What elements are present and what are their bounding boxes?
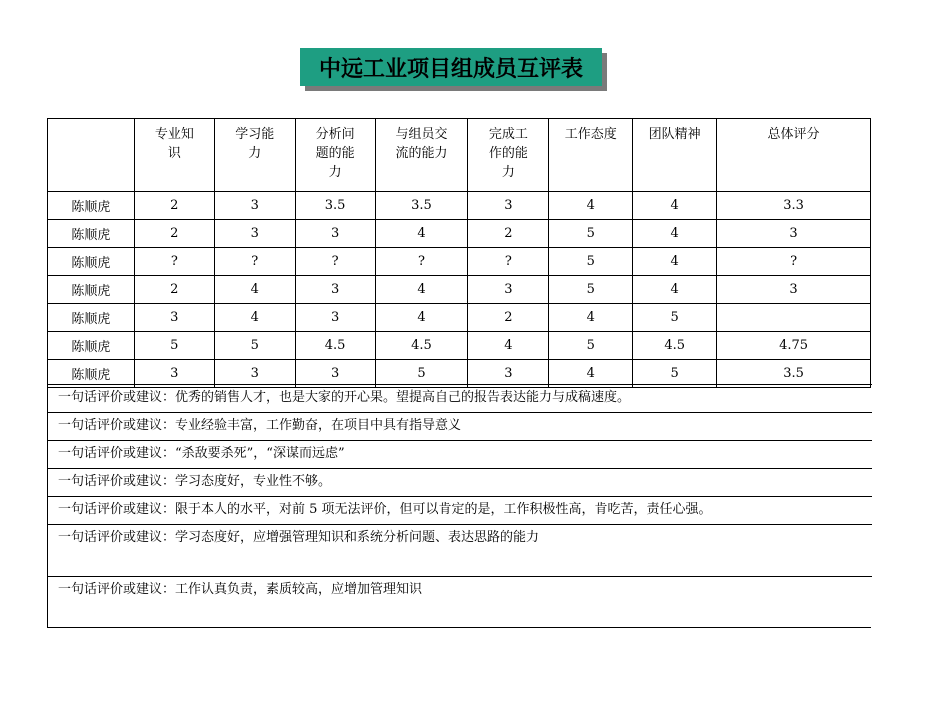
member-name: 陈顺虎	[48, 192, 135, 220]
score-cell: 5	[549, 276, 633, 304]
member-name: 陈顺虎	[48, 220, 135, 248]
score-cell: 3	[468, 360, 549, 388]
header-cell: 专业知 识	[134, 119, 214, 192]
score-cell: 5	[549, 332, 633, 360]
score-cell: ?	[717, 248, 871, 276]
score-cell: 3.5	[717, 360, 871, 388]
score-cell: 4	[214, 304, 295, 332]
score-cell: 4	[633, 248, 717, 276]
score-cell: 4	[214, 276, 295, 304]
score-cell: 5	[549, 220, 633, 248]
score-cell: 2	[468, 220, 549, 248]
score-cell: 2	[134, 192, 214, 220]
table-row	[48, 332, 871, 360]
score-cell: 3	[134, 304, 214, 332]
score-cell: 3	[295, 276, 375, 304]
comment-line: 一句话评价或建议：工作认真负责，素质较高，应增加管理知识	[48, 576, 872, 603]
score-cell: 4	[375, 220, 468, 248]
score-cell: 4	[375, 276, 468, 304]
score-cell: 2	[468, 304, 549, 332]
comment-line: 一句话评价或建议：限于本人的水平，对前 5 项无法评价，但可以肯定的是，工作积极性高，肯吃苦，责任心强。	[48, 496, 872, 523]
comments-section	[47, 384, 871, 628]
score-cell: 4	[633, 276, 717, 304]
score-cell: 3.3	[717, 192, 871, 220]
header-cell: 工作态度	[549, 119, 633, 192]
table-row	[48, 220, 871, 248]
score-cell: 3	[134, 360, 214, 388]
score-cell: 3	[214, 220, 295, 248]
header-cell: 完成工 作的能 力	[468, 119, 549, 192]
score-cell: 5	[134, 332, 214, 360]
header-cell-empty	[48, 119, 135, 192]
score-cell: 4	[549, 304, 633, 332]
score-cell: ?	[468, 248, 549, 276]
score-cell: 2	[134, 276, 214, 304]
comment-line: 一句话评价或建议：优秀的销售人才，也是大家的开心果。望提高自己的报告表达能力与成稿速度。	[48, 384, 872, 411]
score-cell: 4	[468, 332, 549, 360]
header-cell: 团队精神	[633, 119, 717, 192]
score-cell: 2	[134, 220, 214, 248]
score-cell: 5	[633, 360, 717, 388]
member-name: 陈顺虎	[48, 276, 135, 304]
member-name: 陈顺虎	[48, 304, 135, 332]
score-cell: 4.5	[633, 332, 717, 360]
comment-line: 一句话评价或建议：“杀敌要杀死”，“深谋而远虑”	[48, 440, 872, 467]
score-cell: 4	[375, 304, 468, 332]
score-cell: 3.5	[295, 192, 375, 220]
evaluation-table	[47, 118, 871, 388]
page-title: 中远工业项目组成员互评表	[300, 48, 602, 86]
score-cell: 3	[717, 220, 871, 248]
score-cell: ?	[375, 248, 468, 276]
score-cell: 4	[633, 192, 717, 220]
table-header-row	[48, 119, 871, 192]
table-row	[48, 304, 871, 332]
score-cell: 4	[633, 220, 717, 248]
score-cell: ?	[134, 248, 214, 276]
score-cell: ?	[295, 248, 375, 276]
score-cell: 3	[295, 304, 375, 332]
member-name: 陈顺虎	[48, 248, 135, 276]
table-row	[48, 276, 871, 304]
title-banner	[300, 48, 602, 86]
comment-line: 一句话评价或建议：学习态度好，专业性不够。	[48, 468, 872, 495]
score-cell: 3	[214, 360, 295, 388]
score-cell: 3.5	[375, 192, 468, 220]
score-cell: ?	[214, 248, 295, 276]
score-cell: 3	[295, 360, 375, 388]
score-cell: 5	[375, 360, 468, 388]
score-cell: 5	[549, 248, 633, 276]
table-row	[48, 192, 871, 220]
score-cell: 3	[468, 276, 549, 304]
score-cell: 3	[214, 192, 295, 220]
score-cell: 5	[214, 332, 295, 360]
comment-line: 一句话评价或建议：专业经验丰富，工作勤奋，在项目中具有指导意义	[48, 412, 872, 439]
score-cell: 4.5	[295, 332, 375, 360]
table-row	[48, 248, 871, 276]
score-cell: 4	[549, 360, 633, 388]
score-cell: 3	[295, 220, 375, 248]
header-cell: 总体评分	[717, 119, 871, 192]
score-cell: 4.5	[375, 332, 468, 360]
member-name: 陈顺虎	[48, 332, 135, 360]
comment-line: 一句话评价或建议：学习态度好，应增强管理知识和系统分析问题、表达思路的能力	[48, 524, 872, 551]
header-cell: 学习能 力	[214, 119, 295, 192]
score-cell: 3	[468, 192, 549, 220]
score-cell: 3	[717, 276, 871, 304]
header-cell: 分析问 题的能 力	[295, 119, 375, 192]
score-cell: 4	[549, 192, 633, 220]
score-cell: 4.75	[717, 332, 871, 360]
header-cell: 与组员交 流的能力	[375, 119, 468, 192]
score-cell	[717, 304, 871, 332]
member-name: 陈顺虎	[48, 360, 135, 388]
score-cell: 5	[633, 304, 717, 332]
